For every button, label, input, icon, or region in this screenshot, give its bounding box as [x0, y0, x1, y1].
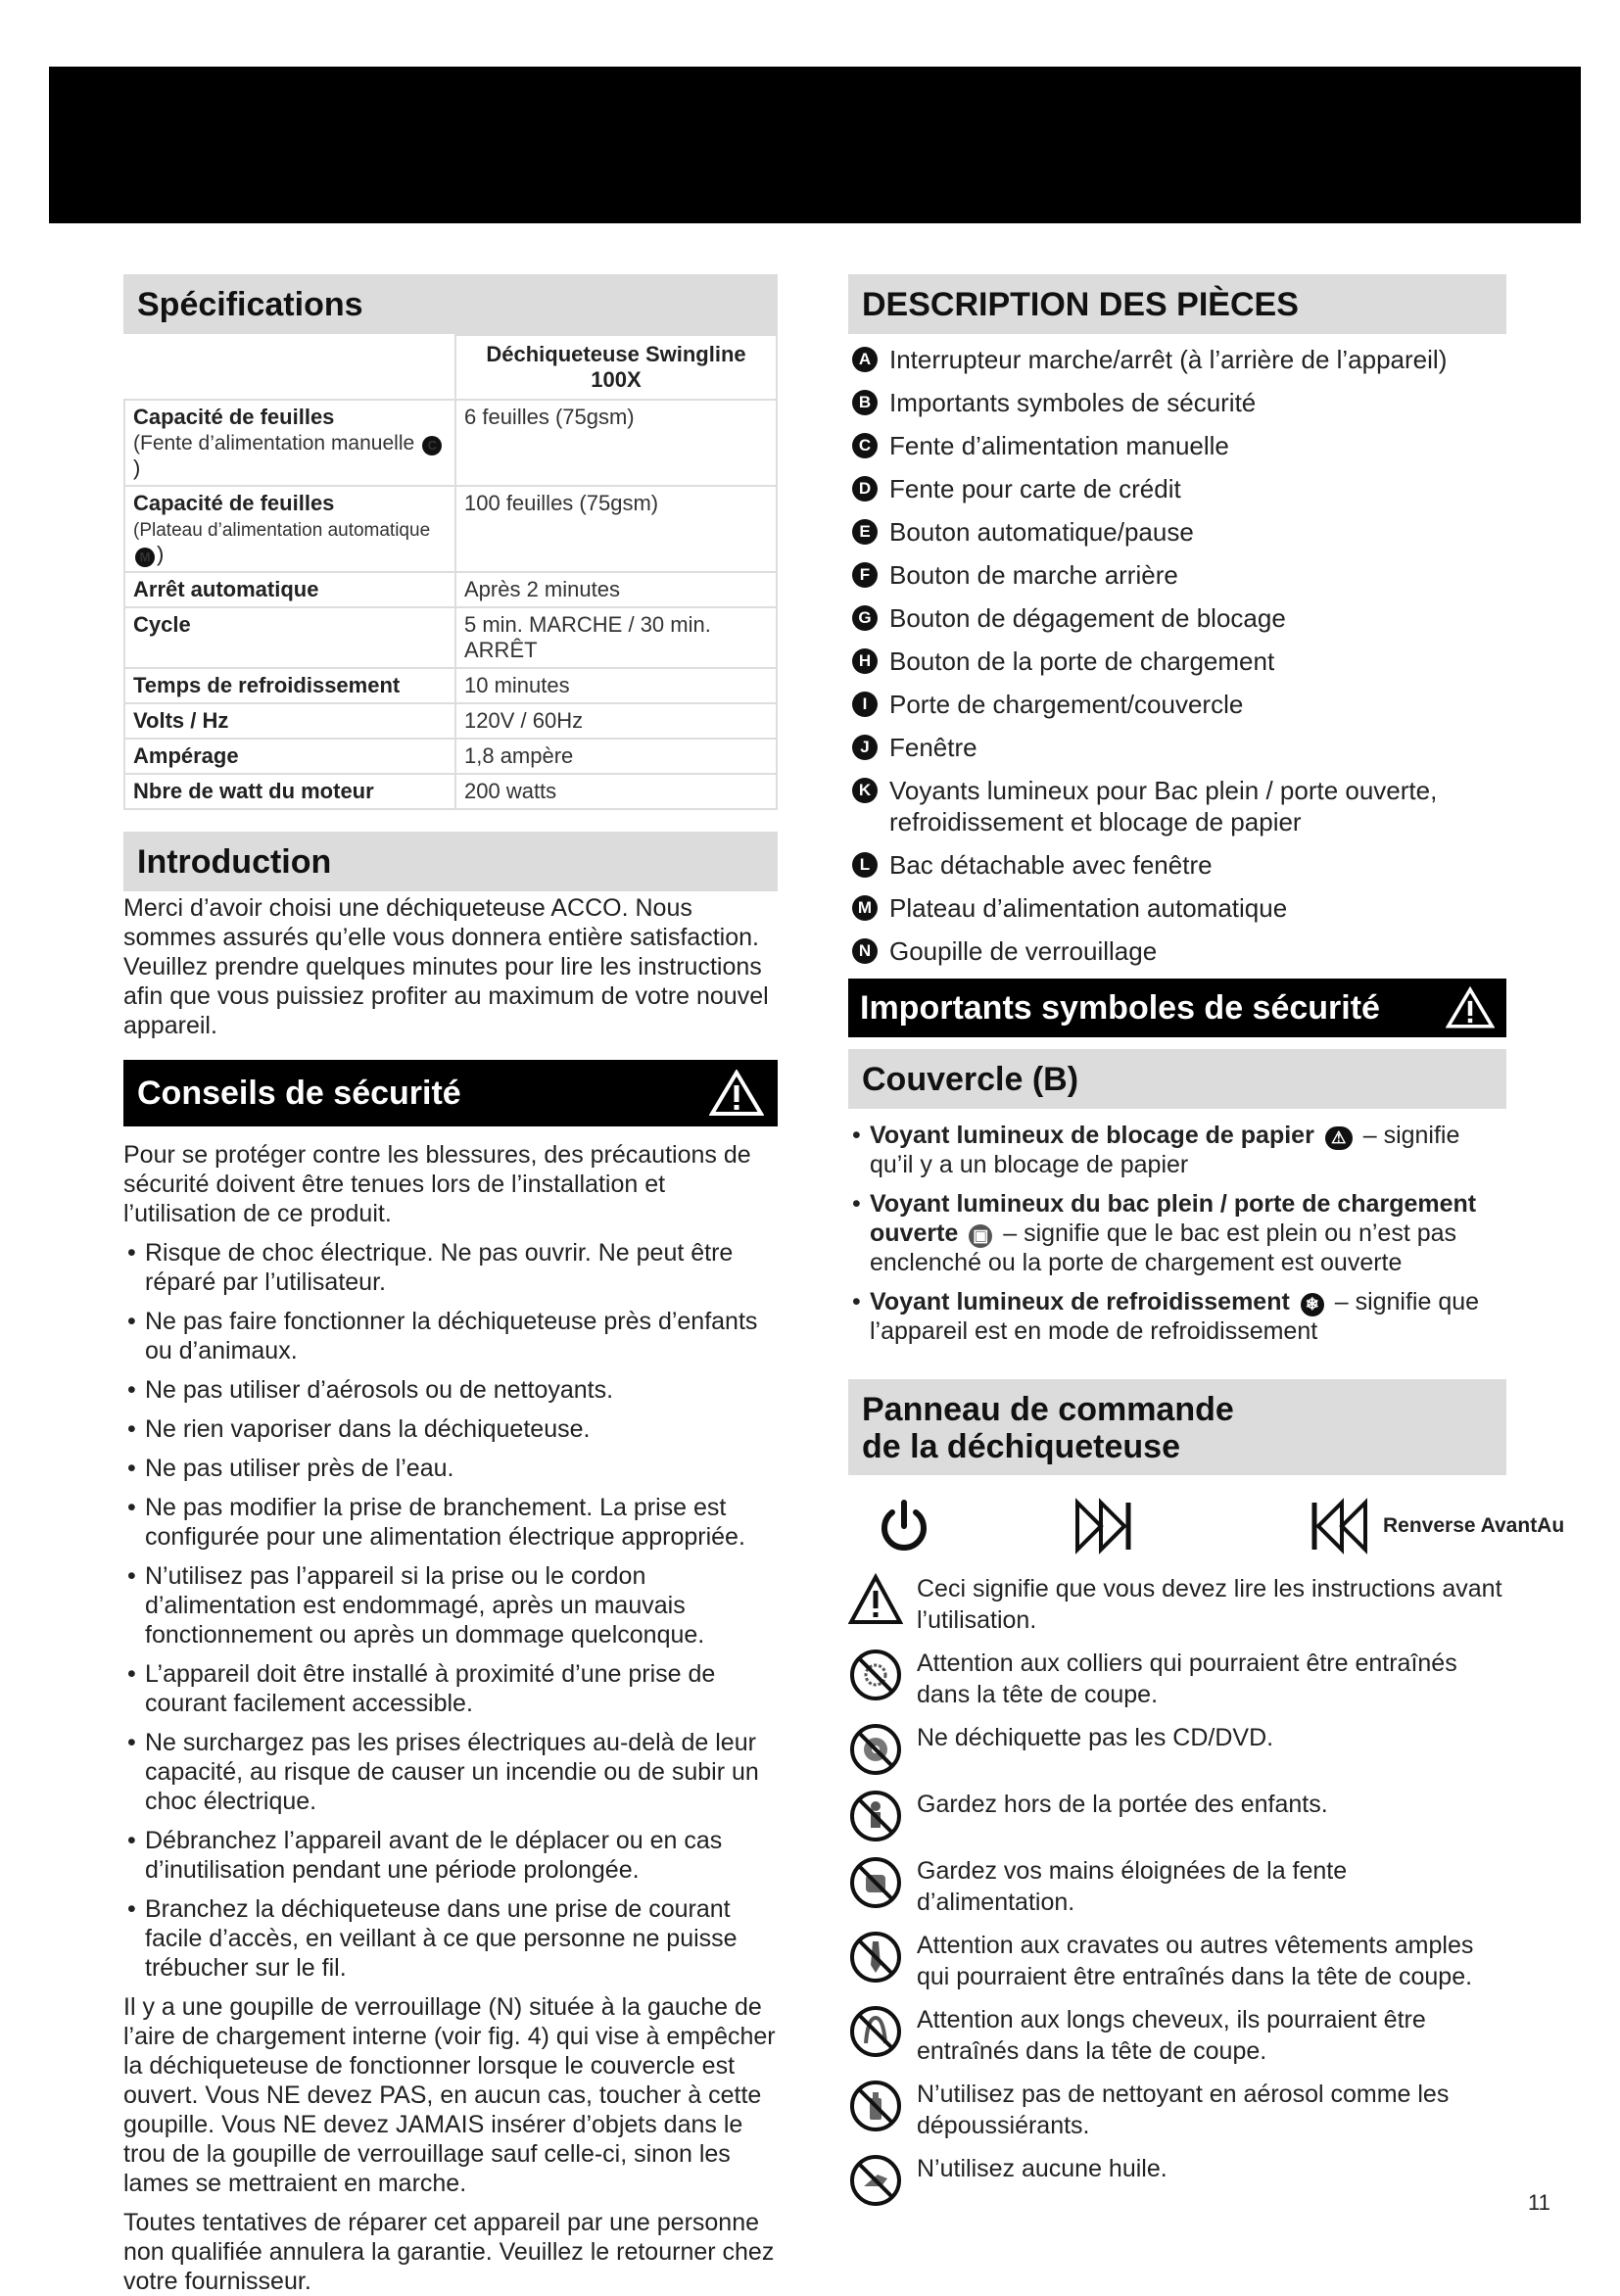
list-item: • Voyant lumineux de blocage de papier ⚠ – signifie qu’il y a un blocage de papier	[848, 1121, 1506, 1179]
list-item: Gardez hors de la portée des enfants.	[848, 1789, 1506, 1843]
no-tie-icon	[848, 1930, 903, 1985]
list-item: G Bouton de dégagement de blocage	[848, 602, 1506, 634]
control-panel-heading: Panneau de commande de la déchiqueteuse	[848, 1379, 1506, 1475]
list-item: • N’utilisez pas l’appareil si la prise ou le cordon d’alimentation est endommagé, après un mauvais fonctionnement ou après un dommage quelconque.	[123, 1561, 778, 1650]
list-item: • Ne pas utiliser d’aérosols ou de nettoyants.	[123, 1375, 778, 1405]
list-item: J Fenêtre	[848, 732, 1506, 763]
list-item: • Ne pas modifier la prise de branchement. La prise est configurée pour une alimentation électrique appropriée.	[123, 1493, 778, 1552]
header-bar	[49, 67, 1581, 223]
list-item: L Bac détachable avec fenêtre	[848, 849, 1506, 881]
cooling-icon: ❄	[1301, 1293, 1324, 1316]
list-item: M Plateau d’alimentation automatique	[848, 892, 1506, 924]
list-item: • Débranchez l’appareil avant de le déplacer ou en cas d’inutilisation pendant une période prolongée.	[123, 1826, 778, 1885]
list-item: Attention aux longs cheveux, ils pourraient être entraînés dans la tête de coupe.	[848, 2004, 1506, 2067]
cover-list	[848, 1121, 1506, 1346]
list-item: • L’appareil doit être installé à proximité d’une prise de courant facilement accessible.	[123, 1659, 778, 1718]
list-item: C Fente d’alimentation manuelle	[848, 430, 1506, 461]
warning-icon	[848, 1573, 903, 1628]
paper-jam-icon: ⚠	[1325, 1126, 1353, 1150]
list-item: I Porte de chargement/couvercle	[848, 689, 1506, 720]
list-item: H Bouton de la porte de chargement	[848, 646, 1506, 677]
reverse-icon	[1309, 1497, 1369, 1555]
control-panel-icons	[848, 1487, 1565, 1565]
page-number: 11	[1528, 2190, 1550, 2215]
no-hands-icon	[848, 1855, 903, 1910]
parts-list	[848, 344, 1506, 967]
warranty-paragraph: Toutes tentatives de réparer cet appareil par une personne non qualifiée annulera la garantie. Veuillez le retourner chez votre fournisseur.	[123, 2209, 775, 2295]
no-cd-icon	[848, 1722, 903, 1777]
safety-list	[123, 1238, 778, 1983]
no-long-hair-icon	[848, 2004, 903, 2059]
forward-icon	[1073, 1497, 1134, 1555]
important-symbols-heading: Importants symboles de sécurité	[848, 979, 1506, 1037]
badge-c: C	[422, 436, 442, 455]
list-item: Ceci signifie que vous devez lire les instructions avant l’utilisation.	[848, 1573, 1506, 1636]
list-item: D Fente pour carte de crédit	[848, 473, 1506, 504]
list-item: • Ne pas utiliser près de l’eau.	[123, 1454, 778, 1483]
badge-m: M	[135, 548, 155, 567]
list-item: F Bouton de marche arrière	[848, 559, 1506, 591]
list-item: Attention aux cravates ou autres vêtements amples qui pourraient être entraînés dans la tête de coupe.	[848, 1930, 1506, 1992]
list-item: Attention aux colliers qui pourraient être entraînés dans la tête de coupe.	[848, 1648, 1506, 1710]
specifications-heading: Spécifications	[123, 274, 778, 334]
list-item: • Branchez la déchiqueteuse dans une prise de courant facile d’accès, en veillant à ce que personne ne puisse trébucher sur le fil.	[123, 1894, 778, 1983]
list-item: Ne déchiquette pas les CD/DVD.	[848, 1722, 1506, 1777]
table-row: Ampérage 1,8 ampère	[124, 739, 777, 774]
specifications-table	[123, 334, 778, 810]
list-item: • Voyant lumineux de refroidissement ❄ – signifie que l’appareil est en mode de refroidissement	[848, 1287, 1506, 1346]
safety-lead: Pour se protéger contre les blessures, des précautions de sécurité doivent être tenues lors de l’installation et l’utilisation de ce produit.	[123, 1141, 751, 1227]
list-item: • Ne surchargez pas les prises électriques au-delà de leur capacité, au risque de causer un incendie ou de subir un choc électrique.	[123, 1728, 778, 1816]
list-item: • Risque de choc électrique. Ne pas ouvrir. Ne peut être réparé par l’utilisateur.	[123, 1238, 778, 1297]
bin-full-icon: ▣	[969, 1224, 992, 1248]
list-item: Gardez vos mains éloignées de la fente d’alimentation.	[848, 1855, 1506, 1918]
table-row: Capacité de feuilles (Fente d’alimentation manuelle C) 6 feuilles (75gsm)	[124, 400, 777, 486]
no-children-icon	[848, 1789, 903, 1843]
table-row: Capacité de feuilles (Plateau d’alimentation automatique M ) 100 feuilles (75gsm)	[124, 486, 777, 572]
locking-pin-paragraph: Il y a une goupille de verrouillage (N) située à la gauche de l’aire de chargement interne (voir fig. 4) qui vise à empêcher la déchiqueteuse de fonctionner lorsque le couvercle est ouvert. Vous NE devez PAS, en aucun cas, toucher à cette goupille. Vous NE devez JAMAIS insérer d’objets dans le trou de la goupille de verrouillage sauf celle-ci, sinon les lames se mettraient en marche.	[123, 1993, 776, 2197]
safety-heading: Conseils de sécurité	[123, 1060, 778, 1126]
list-item: • Voyant lumineux du bac plein / porte de chargement ouverte ▣ – signifie que le bac est plein ou n’est pas enclenché ou la porte de chargement est ouverte	[848, 1189, 1506, 1277]
warning-icon	[1446, 986, 1495, 1029]
list-item: • Ne rien vaporiser dans la déchiqueteuse.	[123, 1414, 778, 1444]
table-row: Temps de refroidissement 10 minutes	[124, 668, 777, 703]
controls-label: Renverse AvantAu	[1383, 1514, 1565, 1537]
introduction-heading: Introduction	[123, 832, 778, 891]
no-oil-icon	[848, 2153, 903, 2208]
table-row: Cycle 5 min. MARCHE / 30 min. ARRÊT	[124, 607, 777, 668]
model-name: Déchiqueteuse Swingline 100X	[455, 335, 777, 400]
parts-heading: DESCRIPTION DES PIÈCES	[848, 274, 1506, 334]
list-item: K Voyants lumineux pour Bac plein / porte ouverte, refroidissement et blocage de papier	[848, 775, 1506, 837]
list-item: N’utilisez pas de nettoyant en aérosol comme les dépoussiérants.	[848, 2079, 1506, 2141]
table-row: Arrêt automatique Après 2 minutes	[124, 572, 777, 607]
symbols-list	[848, 1573, 1506, 2208]
table-row: Nbre de watt du moteur 200 watts	[124, 774, 777, 809]
list-item: A Interrupteur marche/arrêt (à l’arrière de l’appareil)	[848, 344, 1506, 375]
power-icon	[878, 1497, 930, 1555]
left-column	[123, 274, 778, 2296]
introduction-text: Merci d’avoir choisi une déchiqueteuse ACCO. Nous sommes assurés qu’elle vous donnera entière satisfaction. Veuillez prendre quelques minutes pour lire les instructions afin que vous puissiez profiter au maximum de votre nouvel appareil.	[123, 894, 769, 1039]
list-item: N Goupille de verrouillage	[848, 935, 1506, 967]
list-item: E Bouton automatique/pause	[848, 516, 1506, 548]
cover-heading: Couvercle (B)	[848, 1049, 1506, 1109]
warning-icon	[709, 1070, 764, 1117]
list-item: • Ne pas faire fonctionner la déchiqueteuse près d’enfants ou d’animaux.	[123, 1307, 778, 1365]
list-item: N’utilisez aucune huile.	[848, 2153, 1506, 2208]
no-necklace-icon	[848, 1648, 903, 1702]
table-row: Volts / Hz 120V / 60Hz	[124, 703, 777, 739]
list-item: B Importants symboles de sécurité	[848, 387, 1506, 418]
no-aerosol-icon	[848, 2079, 903, 2133]
